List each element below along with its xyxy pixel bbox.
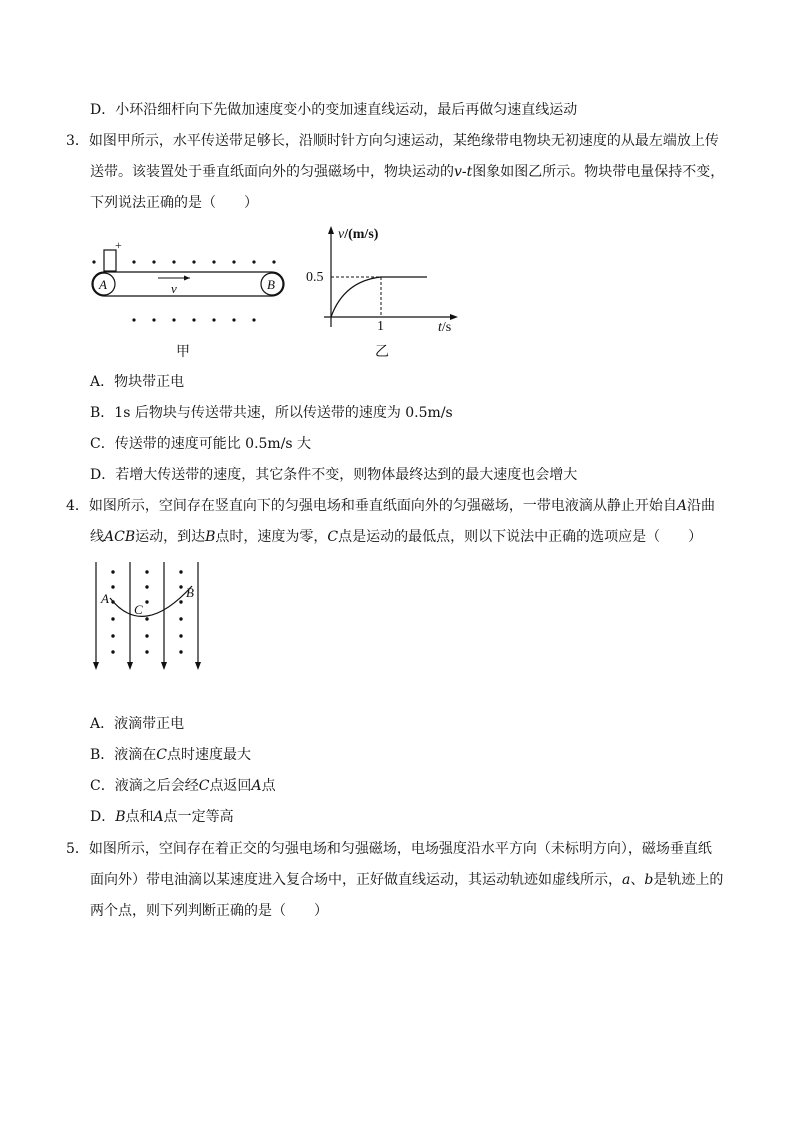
x-axis-label xyxy=(438,320,451,335)
field-figure xyxy=(88,560,208,672)
label-a: A xyxy=(99,277,107,292)
q5-stem2b: 是轨迹上的 xyxy=(653,872,724,888)
caption-yi: 乙 xyxy=(375,344,389,360)
caption-jia: 甲 xyxy=(176,344,190,360)
q4-acb: ACB xyxy=(104,529,136,545)
q4-optc-pre: C．液滴之后会经 xyxy=(90,778,199,794)
q5-stem2a: 面向外）带电油滴以某速度进入复合场中，正好做直线运动，其运动轨迹如虚线所示， xyxy=(90,872,622,888)
q4-optb-c: C xyxy=(156,747,168,763)
label-v: v xyxy=(171,281,177,296)
q4-option-a: A．液滴带正电 xyxy=(90,716,185,732)
q5-stem-line3: 两个点，则下列判断正确的是（ ） xyxy=(90,903,328,919)
q3-stem-line1 xyxy=(66,132,719,150)
fig-label-c: C xyxy=(134,602,143,617)
q4-stem1b: 沿曲 xyxy=(687,498,716,514)
q4-stem2b: 运动，到达 xyxy=(135,529,206,545)
velocity-arrowhead xyxy=(184,276,190,281)
q4-optd-pre: D． xyxy=(90,809,116,825)
q4-stem2d: 点是运动的最低点，则以下说法中正确的选项应是（ ） xyxy=(338,529,703,545)
q4-stem1a: 如图所示，空间存在竖直向下的匀强电场和垂直纸面向外的匀强磁场，一带电液滴从静止开始自 xyxy=(88,498,677,514)
q3-stem1: 如图甲所示，水平传送带足够长，沿顺时针方向匀速运动，某绝缘带电物块无初速度的从最左端放上传 xyxy=(88,133,719,149)
q4-optd-a: A xyxy=(153,809,164,825)
q3-vt: v-t xyxy=(454,164,473,180)
q4-number: 4． xyxy=(66,498,89,514)
q3-stem-line2 xyxy=(90,163,724,181)
q4-option-b xyxy=(90,746,251,764)
q4-optd-post: 点一定等高 xyxy=(163,809,234,825)
q4-optc-a: A xyxy=(251,778,262,794)
y-label-v: v xyxy=(338,227,345,242)
q3-stem-line3: 下列说法正确的是（ ） xyxy=(90,195,258,211)
fig-label-b: B xyxy=(186,585,194,600)
q3-stem2b: 图象如图乙所示。物块带电量保持不变， xyxy=(472,164,725,180)
q3-option-b: B．1s 后物块与传送带共速，所以传送带的速度为 0.5m/s xyxy=(90,405,453,421)
q5-stem1: 如图所示，空间存在着正交的匀强电场和匀强磁场，电场强度沿水平方向（未标明方向），磁场垂直纸 xyxy=(88,841,712,857)
q3-option-c: C．传送带的速度可能比 0.5m/s 大 xyxy=(90,436,312,452)
q4-optc-c: C xyxy=(198,778,210,794)
q4-point-b: B xyxy=(205,529,216,545)
q3-option-d: D．若增大传送带的速度，其它条件不变，则物体最终达到的最大速度也会增大 xyxy=(90,467,578,483)
y-axis-arrow xyxy=(328,226,334,234)
q4-optd-b: B xyxy=(115,809,126,825)
q5-number: 5． xyxy=(66,841,89,857)
q3-stem2a: 送带。该装置处于垂直纸面向外的匀强磁场中，物块运动的 xyxy=(90,164,454,180)
q4-stem-line2 xyxy=(90,528,702,546)
q4-point-a: A xyxy=(676,498,688,514)
q4-stem-line1 xyxy=(66,497,715,515)
plus-sign: + xyxy=(115,238,122,252)
q5-point-b: b xyxy=(644,872,654,888)
q5-sep: 、 xyxy=(630,872,645,888)
q4-stem2a: 线 xyxy=(90,529,104,545)
q5-stem-line1 xyxy=(66,840,712,858)
x-label-unit: /s xyxy=(441,320,452,335)
q4-optb-post: 点时速度最大 xyxy=(167,747,252,763)
charged-block xyxy=(104,250,116,271)
q3-number: 3． xyxy=(66,133,89,149)
q2-option-d: D．小环沿细杆向下先做加速度变小的变加速直线运动，最后再做匀速直线运动 xyxy=(90,102,578,118)
y-tick-label: 0.5 xyxy=(306,270,324,285)
vt-graph xyxy=(300,222,470,342)
q4-point-c: C xyxy=(327,529,339,545)
q4-optd-mid: 点和 xyxy=(125,809,154,825)
field-arrowheads xyxy=(93,662,201,670)
q4-option-c xyxy=(90,777,276,795)
y-axis-label xyxy=(338,227,379,242)
q5-point-a: a xyxy=(622,872,631,888)
q3-option-a: A．物块带正电 xyxy=(90,374,185,390)
velocity-curve xyxy=(331,277,427,317)
belt xyxy=(92,272,284,296)
q4-optc-post: 点 xyxy=(261,778,276,794)
q4-optb-pre: B．液滴在 xyxy=(90,747,157,763)
x-tick-label: 1 xyxy=(377,319,384,334)
y-label-unit: /(m/s) xyxy=(344,227,379,242)
conveyor-figure xyxy=(86,236,296,336)
q4-option-d xyxy=(90,808,234,826)
label-b: B xyxy=(267,277,275,292)
x-label-t: t xyxy=(438,320,442,335)
q4-optc-mid: 点返回 xyxy=(209,778,252,794)
magnetic-dots xyxy=(111,570,182,653)
fig-label-a: A xyxy=(101,591,109,606)
field-dots xyxy=(92,260,275,321)
q4-stem2c: 点时，速度为零， xyxy=(215,529,328,545)
field-lines xyxy=(96,562,198,664)
q5-stem-line2 xyxy=(90,871,723,889)
